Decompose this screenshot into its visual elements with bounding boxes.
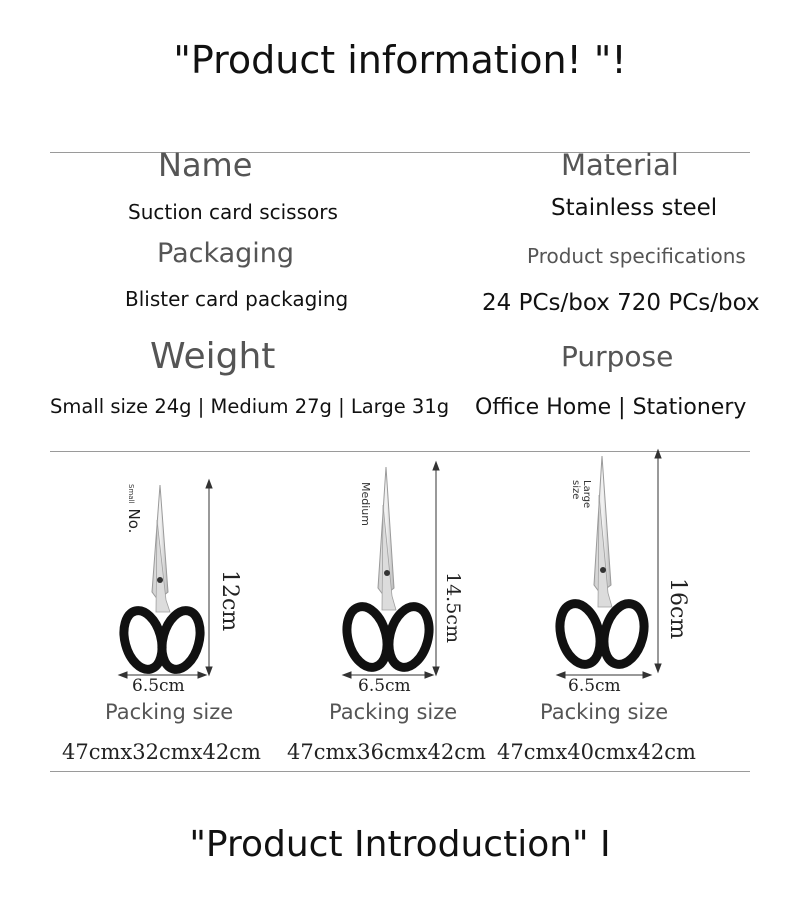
- small-size-label-box: [126, 484, 166, 534]
- small-packing-value: 47cmx32cmx42cm: [62, 740, 261, 764]
- medium-length-label: 14.5cm: [442, 572, 464, 643]
- medium-packing-label: Packing size: [329, 700, 458, 724]
- spec-value: 24 PCs/box 720 PCs/box: [482, 290, 760, 316]
- small-width-label: 6.5cm: [132, 676, 185, 696]
- packaging-value: Blister card packaging: [125, 287, 349, 311]
- medium-size-label: Medium: [359, 482, 372, 526]
- large-scissors-image: [554, 456, 651, 669]
- weight-label: Weight: [150, 336, 276, 377]
- large-length-arrow: [655, 450, 661, 672]
- large-packing-value: 47cmx40cmx42cm: [497, 740, 696, 764]
- small-size-label: No.: [125, 508, 143, 534]
- packaging-label: Packaging: [157, 238, 295, 269]
- medium-length-arrow: [433, 462, 439, 675]
- medium-scissors-image: [341, 467, 436, 672]
- purpose-value: Office Home | Stationery: [475, 395, 747, 420]
- spec-label: Product specifications: [527, 244, 746, 268]
- large-packing-label: Packing size: [540, 700, 669, 724]
- footer-title: "Product Introduction" I: [189, 824, 611, 865]
- name-value: Suction card scissors: [128, 200, 338, 224]
- large-width-label: 6.5cm: [568, 676, 621, 696]
- bottom-divider: [50, 771, 750, 772]
- small-size-tag: Small: [127, 484, 135, 504]
- large-length-label: 16cm: [665, 578, 690, 640]
- material-label: Material: [561, 148, 679, 182]
- small-length-arrow: [206, 480, 212, 675]
- purpose-label: Purpose: [561, 340, 674, 373]
- large-size-label: Large size: [570, 480, 592, 509]
- medium-packing-value: 47cmx36cmx42cm: [287, 740, 486, 764]
- material-value: Stainless steel: [551, 195, 718, 221]
- name-label: Name: [158, 146, 253, 184]
- weight-value: Small size 24g | Medium 27g | Large 31g: [50, 395, 450, 418]
- small-length-label: 12cm: [217, 570, 242, 632]
- medium-width-label: 6.5cm: [358, 676, 411, 696]
- small-packing-label: Packing size: [105, 700, 234, 724]
- page-title: "Product information! "!: [173, 38, 627, 82]
